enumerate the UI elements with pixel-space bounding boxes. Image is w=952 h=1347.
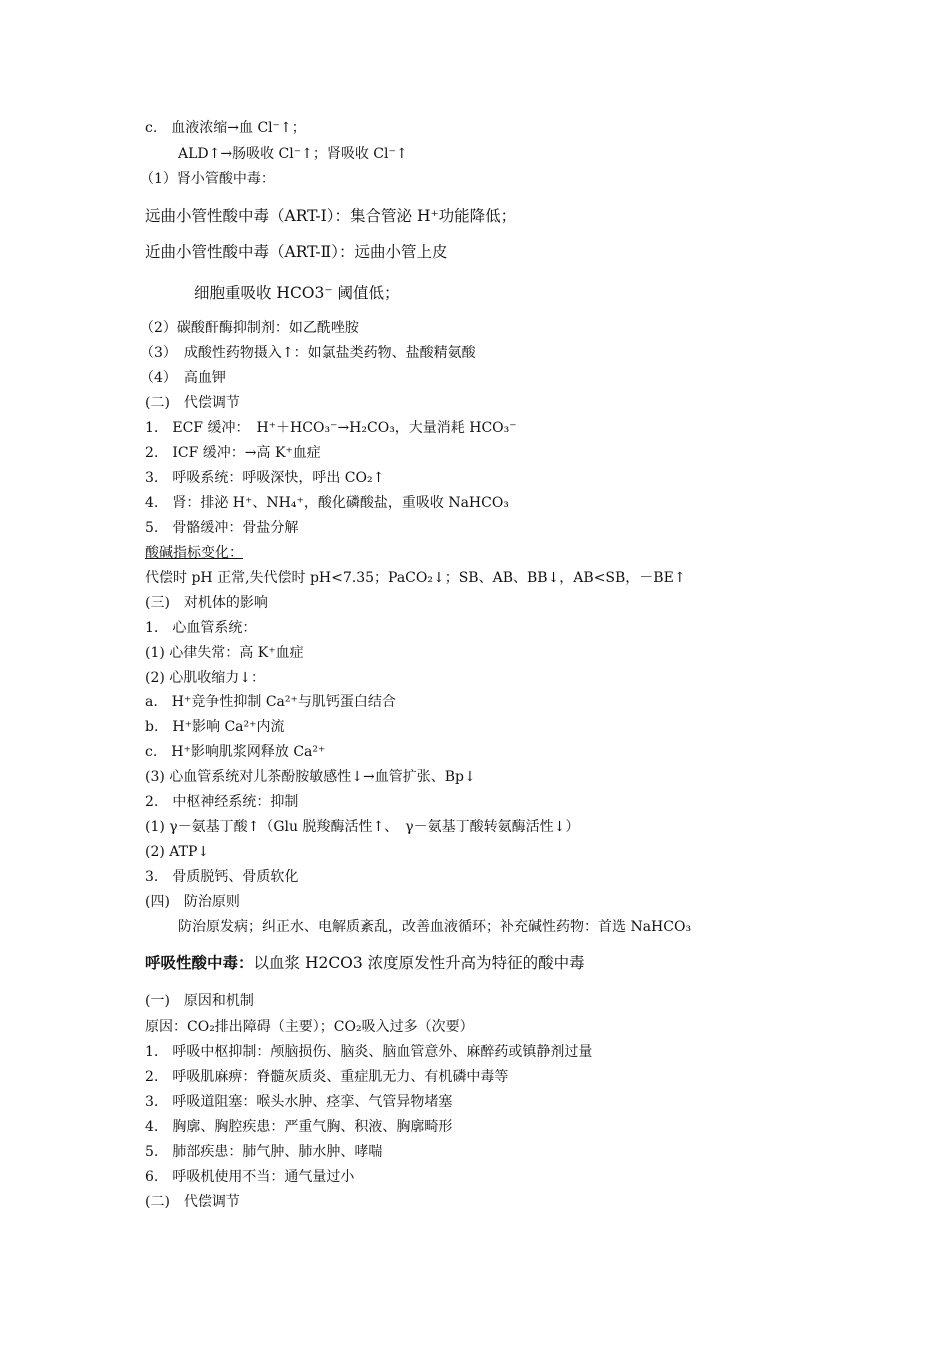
- text-line: 防治原发病；纠正水、电解质紊乱，改善血液循环；补充碱性药物：首选 NaHCO₃: [178, 919, 692, 935]
- text-line: 5. 骨骼缓冲：骨盐分解: [145, 520, 299, 536]
- text-line: 4. 肾：排泌 H⁺、NH₄⁺，酸化磷酸盐，重吸收 NaHCO₃: [145, 495, 509, 511]
- text-line: a. H⁺竞争性抑制 Ca²⁺与肌钙蛋白结合: [145, 694, 396, 710]
- section-heading: (一) 原因和机制: [145, 993, 254, 1009]
- text-line: （4） 高血钾: [140, 370, 226, 386]
- text-line: （1）肾小管酸中毒：: [140, 171, 275, 187]
- text-line: 3. 呼吸系统：呼吸深快，呼出 CO₂↑: [145, 470, 385, 486]
- bold-heading: 呼吸性酸中毒：: [145, 954, 254, 972]
- text-line: 3. 骨质脱钙、骨质软化: [145, 869, 299, 885]
- text-line: （2）碳酸酐酶抑制剂：如乙酰唑胺: [140, 320, 359, 336]
- text-line: 远曲小管性酸中毒（ART-Ⅰ）：集合管泌 H⁺功能降低；: [145, 207, 517, 225]
- text-line: 1. 心血管系统：: [145, 620, 257, 636]
- text-line: 近曲小管性酸中毒（ART-Ⅱ）：远曲小管上皮: [145, 243, 448, 261]
- text-line: (1) γ－氨基丁酸↑（Glu 脱羧酶活性↑、 γ－氨基丁酸转氨酶活性↓）: [145, 819, 580, 835]
- text-line: b. H⁺影响 Ca²⁺内流: [145, 719, 285, 735]
- text-line: (2) ATP↓: [145, 844, 210, 860]
- text-line: c. 血液浓缩→血 Cl⁻↑；: [145, 120, 306, 136]
- text-line: (1) 心律失常：高 K⁺血症: [145, 645, 304, 661]
- text-line: 6. 呼吸机使用不当：通气量过小: [145, 1169, 355, 1185]
- text-line: 4. 胸廓、胸腔疾患：严重气胸、积液、胸廓畸形: [145, 1119, 453, 1135]
- text-line: 2. 中枢神经系统：抑制: [145, 794, 299, 810]
- text-line: 5. 肺部疾患：肺气肿、肺水肿、哮喘: [145, 1144, 383, 1160]
- underlined-subheading: 酸碱指标变化：: [145, 545, 243, 561]
- bold-heading-line: [145, 954, 585, 972]
- section-heading: (三) 对机体的影响: [145, 595, 268, 611]
- text-line: 1. 呼吸中枢抑制：颅脑损伤、脑炎、脑血管意外、麻醉药或镇静剂过量: [145, 1044, 593, 1060]
- section-heading: (四) 防治原则: [145, 894, 240, 910]
- text-line: 1. ECF 缓冲： H⁺＋HCO₃⁻→H₂CO₃，大量消耗 HCO₃⁻: [145, 420, 517, 436]
- text-line: 代偿时 pH 正常,失代偿时 pH<7.35；PaCO₂↓；SB、AB、BB↓，AB<SB，－BE↑: [145, 570, 686, 586]
- section-heading: (二) 代偿调节: [145, 1194, 240, 1210]
- text-line: 细胞重吸收 HCO3⁻ 阈值低；: [194, 284, 400, 302]
- text-line: c. H⁺影响肌浆网释放 Ca²⁺: [145, 744, 326, 760]
- text-line: (2) 心肌收缩力↓：: [145, 670, 266, 686]
- heading-description: 以血浆 H2CO3 浓度原发性升高为特征的酸中毒: [253, 954, 585, 972]
- text-line: 原因：CO₂排出障碍（主要）；CO₂吸入过多（次要）: [145, 1019, 474, 1035]
- text-line: 2. 呼吸肌麻痹：脊髓灰质炎、重症肌无力、有机磷中毒等: [145, 1069, 509, 1085]
- section-heading: (二) 代偿调节: [145, 395, 240, 411]
- text-line: (3) 心血管系统对儿茶酚胺敏感性↓→血管扩张、Bp↓: [145, 769, 476, 785]
- text-line: 2. ICF 缓冲：→高 K⁺血症: [145, 445, 321, 461]
- text-line: （3） 成酸性药物摄入↑：如氯盐类药物、盐酸精氨酸: [140, 345, 476, 361]
- text-line: ALD↑→肠吸收 Cl⁻↑；肾吸收 Cl⁻↑: [178, 146, 408, 162]
- text-line: 3. 呼吸道阻塞：喉头水肿、痉挛、气管异物堵塞: [145, 1094, 453, 1110]
